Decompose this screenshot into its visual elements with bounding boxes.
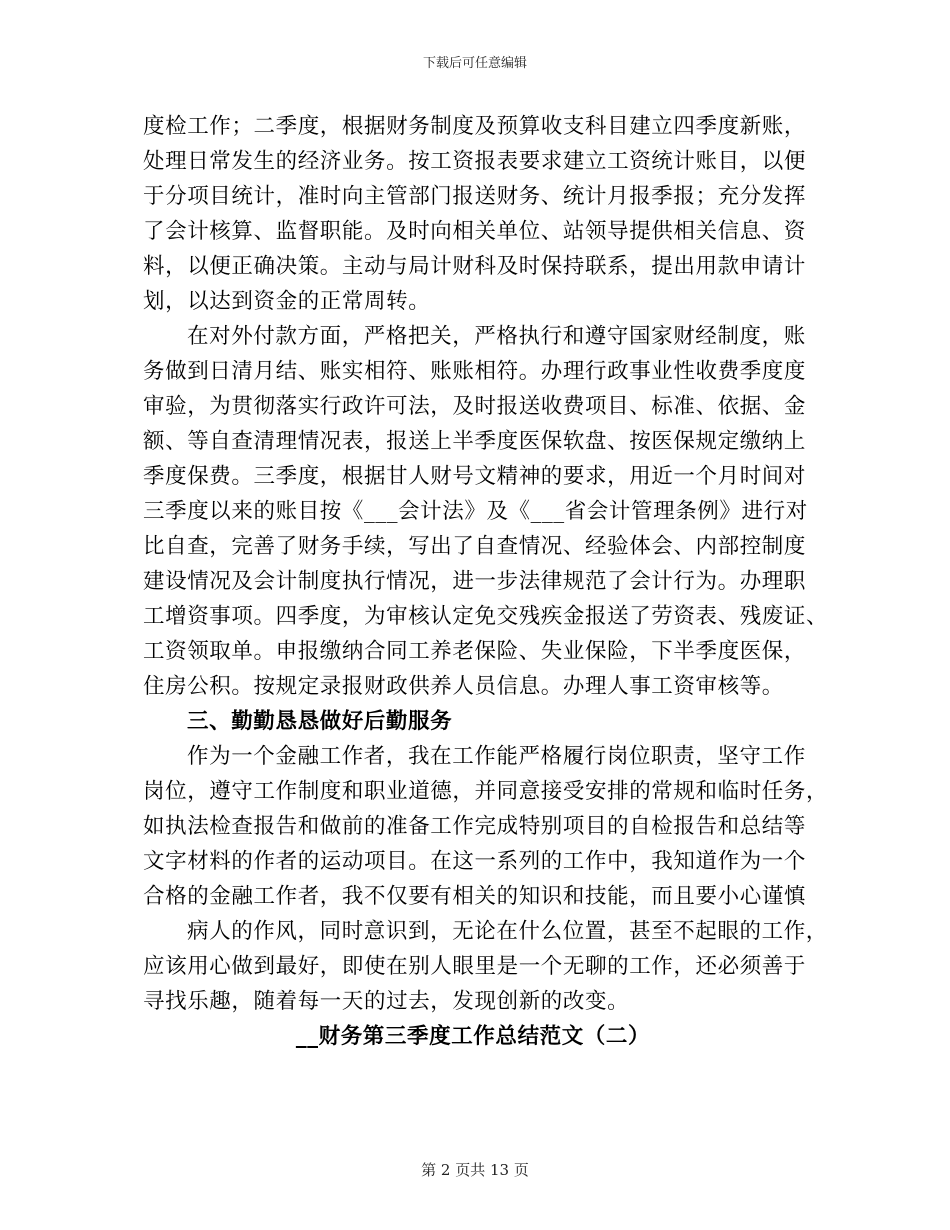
paragraph-line: 病人的作风，同时意识到，无论在什么位置，甚至不起眼的工作， [187,919,828,944]
paragraph-line: 寻找乐趣，随着每一天的过去，发现创新的改变。 [143,989,630,1014]
section-heading: 三、勤勤恳恳做好后勤服务 [187,709,453,734]
document-subtitle: __财务第三季度工作总结范文（二） [295,1024,651,1049]
paragraph-line: 比自查，完善了财务手续，写出了自查情况、经验体会、内部控制度 [143,534,807,559]
paragraph-line: 审验，为贯彻落实行政许可法，及时报送收费项目、标准、依据、金 [143,394,807,419]
paragraph-line: 合格的金融工作者，我不仅要有相关的知识和技能，而且要小心谨慎 [143,884,807,909]
document-body [143,109,829,1054]
paragraph-line: 了会计核算、监督职能。及时向相关单位、站领导提供相关信息、资 [143,219,807,244]
paragraph-line: 工资领取单。申报缴纳合同工养老保险、失业保险，下半季度医保， [143,639,807,664]
paragraph-line: 料，以便正确决策。主动与局计财科及时保持联系，提出用款申请计 [143,254,807,279]
paragraph-line: 划，以达到资金的正常周转。 [143,289,431,314]
paragraph-line: 住房公积。按规定录报财政供养人员信息。办理人事工资审核等。 [143,674,784,699]
paragraph-line: 作为一个金融工作者，我在工作能严格履行岗位职责，坚守工作 [187,744,806,769]
paragraph-line: 建设情况及会计制度执行情况，进一步法律规范了会计行为。办理职 [143,569,807,594]
paragraph-line: 额、等自查清理情况表，报送上半季度医保软盘、按医保规定缴纳上 [143,429,807,454]
paragraph-line: 在对外付款方面，严格把关，严格执行和遵守国家财经制度，账 [187,324,806,349]
paragraph-line: 三季度以来的账目按《___会计法》及《___省会计管理条例》进行对 [143,499,808,524]
paragraph-line: 务做到日清月结、账实相符、账账相符。办理行政事业性收费季度度 [143,359,807,384]
paragraph-line: 处理日常发生的经济业务。按工资报表要求建立工资统计账目，以便 [143,149,807,174]
paragraph-line: 度检工作；二季度，根据财务制度及预算收支科目建立四季度新账， [143,114,807,139]
page-header: 下载后可任意编辑 [422,56,527,71]
paragraph-line: 文字材料的作者的运动项目。在这一系列的工作中，我知道作为一个 [143,849,807,874]
paragraph-line: 岗位，遵守工作制度和职业道德，并同意接受安排的常规和临时任务， [143,779,829,804]
paragraph-line: 于分项目统计，准时向主管部门报送财务、统计月报季报；充分发挥 [143,184,807,209]
paragraph-line: 季度保费。三季度，根据甘人财号文精神的要求，用近一个月时间对 [143,464,807,489]
page-footer: 第 2 页共 13 页 [421,1161,529,1179]
paragraph-line: 应该用心做到最好，即使在别人眼里是一个无聊的工作，还必须善于 [143,954,807,979]
paragraph-line: 工增资事项。四季度，为审核认定免交残疾金报送了劳资表、残废证、 [143,604,829,629]
paragraph-line: 如执法检查报告和做前的准备工作完成特别项目的自检报告和总结等 [143,814,807,839]
